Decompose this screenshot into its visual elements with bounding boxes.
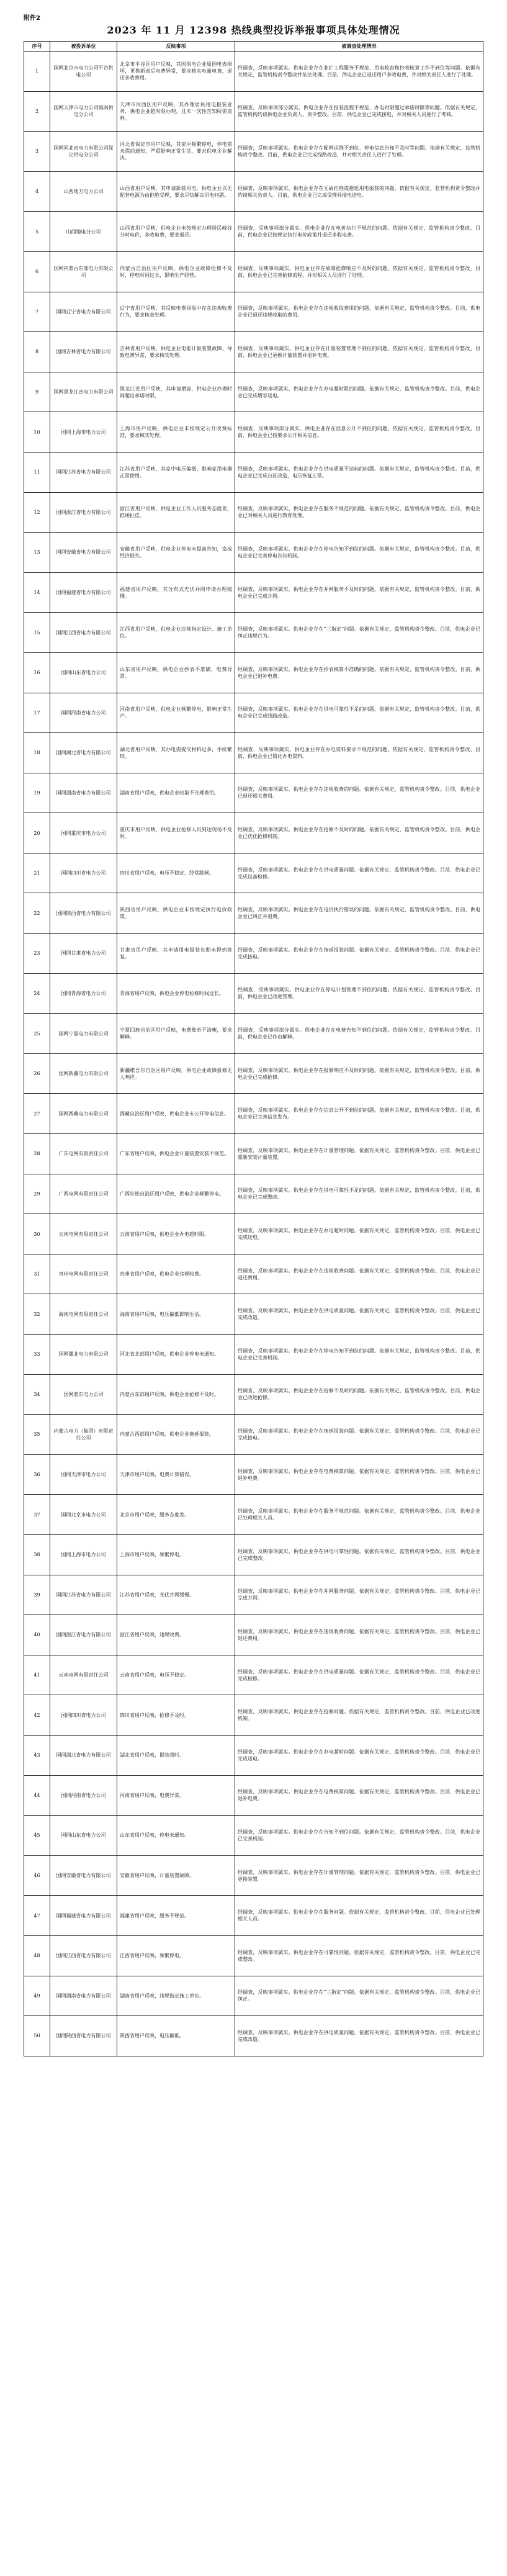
row-issue: 河北省北部用户反映，供电企业停电未通知。: [117, 1335, 235, 1375]
row-issue: 江苏省用户反映，其家中电压偏低，影响家用电器正常使用。: [117, 452, 235, 492]
row-result: 经调查，反映事项属实。供电企业存在违规收费问题。依据有关规定，监管机构责令整改。目前，供电企业已退还费用。: [235, 1615, 483, 1655]
row-number: 26: [24, 1053, 50, 1094]
row-company: 海南电网有限责任公司: [50, 1294, 117, 1335]
row-issue: 河北省保定市用户反映，其家中频繁停电，停电前未提前通知，严重影响正常生活，要求供电企业解决。: [117, 132, 235, 172]
row-company: 贵州电网有限责任公司: [50, 1254, 117, 1294]
row-company: 内蒙古电力（集团）有限责任公司: [50, 1415, 117, 1455]
row-result: 经调查，反映事项属实。供电企业存在无故拒绝或拖延用电报装的问题。依据有关规定，监管机构责令整改并约谈相关负责人。目前，供电企业已完成受理并接电送电。: [235, 171, 483, 212]
table-row: [24, 91, 483, 132]
row-number: 10: [24, 412, 50, 453]
row-number: 48: [24, 1935, 50, 1976]
row-company: 国网江苏省电力有限公司: [50, 452, 117, 492]
row-issue: 福建省用户反映，其分布式光伏并网申请办理缓慢。: [117, 572, 235, 613]
table-row: [24, 1134, 483, 1174]
row-result: 经调查，反映事项属实。供电企业存在故障抢修响应不及时的问题。依据有关规定，监管机构责令整改。目前，供电企业已完善抢修流程，并对相关人员进行了处理。: [235, 251, 483, 292]
row-company: 国网安徽省电力有限公司: [50, 1855, 117, 1896]
row-company: 国网西藏电力有限公司: [50, 1094, 117, 1134]
table-row: [24, 1254, 483, 1294]
table-row: [24, 693, 483, 733]
row-company: 国网安徽省电力有限公司: [50, 533, 117, 573]
row-issue: 内蒙古自治区用户反映，供电企业故障抢修不及时，停电时间过长，影响生产经营。: [117, 251, 235, 292]
row-company: 云南电网有限责任公司: [50, 1214, 117, 1254]
row-company: 国网河北省电力有限公司保定供电分公司: [50, 132, 117, 172]
row-result: 经调查，反映事项属实。供电企业存在电费核算问题。依据有关规定，监管机构责令整改。目前，供电企业已退补电费。: [235, 1454, 483, 1495]
row-number: 5: [24, 212, 50, 252]
row-company: 国网湖南省电力有限公司: [50, 1976, 117, 2016]
row-result: 经调查，反映事项属实。供电企业存在电价执行错误的问题。依据有关规定，监管机构责令整改。目前，供电企业已纠正并退费。: [235, 893, 483, 934]
row-issue: 北京市用户反映，服务态度差。: [117, 1495, 235, 1535]
row-result: 经调查，反映事项部分属实。供电企业存在电价执行不规范的问题。依据有关规定，监管机构责令整改。目前，供电企业已按规定执行电价政策并退还多收电费。: [235, 212, 483, 252]
row-number: 31: [24, 1254, 50, 1294]
table-row: [24, 412, 483, 453]
table-row: [24, 1294, 483, 1335]
table-header-row: [24, 42, 483, 52]
table-row: [24, 893, 483, 934]
row-number: 18: [24, 733, 50, 773]
row-result: 经调查，反映事项属实。供电企业存在办电超时问题。依据有关规定，监管机构责令整改。目前，供电企业已完成送电。: [235, 1735, 483, 1775]
row-issue: 西藏自治区用户反映，供电企业未公开停电信息。: [117, 1094, 235, 1134]
row-number: 24: [24, 973, 50, 1014]
row-result: 经调查，反映事项属实。供电企业存在供电质量问题。依据有关规定，监管机构责令整改。目前，供电企业已完成检修。: [235, 1655, 483, 1695]
row-issue: 湖北省用户反映，其办电需提交材料过多，手续繁琐。: [117, 733, 235, 773]
row-number: 2: [24, 91, 50, 132]
row-number: 3: [24, 132, 50, 172]
row-issue: 福建省用户反映，服务不规范。: [117, 1896, 235, 1936]
row-result: 经调查，反映事项属实。供电企业存在配网运维不到位、停电信息告知不及时等问题。依据有关规定，监管机构责令整改。目前，供电企业已完成线路改造，并对相关责任人进行了处理。: [235, 132, 483, 172]
row-issue: 新疆维吾尔自治区用户反映，供电企业故障报修无人响应。: [117, 1053, 235, 1094]
row-issue: 江西省用户反映，频繁停电。: [117, 1935, 235, 1976]
row-result: 经调查，反映事项属实。供电企业存在停电告知不到位的问题。依据有关规定，监管机构责令整改。目前，供电企业已完善机制。: [235, 1335, 483, 1375]
row-number: 14: [24, 572, 50, 613]
row-result: 经调查，反映事项属实。供电企业存在业扩工程服务不规范、用电检查和抄表核算工作不到位等问题。依据有关规定，监管机构责令整改并依法处理。目前，供电企业已退还用户多收电费，并对相关责任人进行了处理。: [235, 52, 483, 92]
row-issue: 安徽省用户反映，供电企业停电未提前告知，造成经济损失。: [117, 533, 235, 573]
row-issue: 云南省用户反映，供电企业办电超时限。: [117, 1214, 235, 1254]
table-row: [24, 1174, 483, 1214]
table-row: [24, 733, 483, 773]
row-number: 11: [24, 452, 50, 492]
row-company: 广东电网有限责任公司: [50, 1134, 117, 1174]
row-company: 国网青海省电力公司: [50, 973, 117, 1014]
row-number: 29: [24, 1174, 50, 1214]
table-row: [24, 1415, 483, 1455]
row-number: 7: [24, 292, 50, 332]
row-issue: 江西省用户反映，供电企业违规指定设计、施工单位。: [117, 613, 235, 653]
row-issue: 河南省用户反映，电费异常。: [117, 1775, 235, 1816]
row-result: 经调查，反映事项属实。供电企业存在违规收取费用的问题。依据有关规定，监管机构责令整改。目前，供电企业已退还违规收取的费用。: [235, 292, 483, 332]
row-company: 国网浙江省电力有限公司: [50, 1615, 117, 1655]
table-row: [24, 292, 483, 332]
row-result: 经调查，反映事项属实。供电企业存在抢修不及时的问题。依据有关规定，监管机构责令整改。目前，供电企业已改进抢修。: [235, 1374, 483, 1415]
row-company: 山西地电分公司: [50, 212, 117, 252]
row-company: 国网湖南省电力有限公司: [50, 773, 117, 813]
table-row: [24, 212, 483, 252]
row-number: 33: [24, 1335, 50, 1375]
row-company: 国网江西省电力有限公司: [50, 613, 117, 653]
row-number: 43: [24, 1735, 50, 1775]
table-row: [24, 1053, 483, 1094]
row-company: 国网福建省电力有限公司: [50, 1896, 117, 1936]
row-number: 23: [24, 934, 50, 974]
row-result: 经调查，反映事项属实。供电企业存在供电可靠性问题。依据有关规定，监管机构责令整改。目前，供电企业已完成整改。: [235, 1534, 483, 1575]
row-issue: 湖南省用户反映，违规指定施工单位。: [117, 1976, 235, 2016]
table-row: [24, 1695, 483, 1736]
row-issue: 江苏省用户反映，光伏并网缓慢。: [117, 1575, 235, 1615]
table-row: [24, 1094, 483, 1134]
table-row: [24, 372, 483, 412]
row-company: 国网天津市电力公司城南供电分公司: [50, 91, 117, 132]
row-number: 1: [24, 52, 50, 92]
table-row: [24, 652, 483, 693]
row-issue: 浙江省用户反映，违规收费。: [117, 1615, 235, 1655]
row-number: 25: [24, 1014, 50, 1054]
row-number: 32: [24, 1294, 50, 1335]
row-result: 经调查，反映事项属实。供电企业存在抄表核算不准确的问题。依据有关规定，监管机构责令整改。目前，供电企业已退补电费。: [235, 652, 483, 693]
row-result: 经调查，反映事项属实。供电企业存在计量管理问题。依据有关规定，监管机构责令整改。目前，供电企业已重新安装计量装置。: [235, 1134, 483, 1174]
row-issue: 河南省用户反映，供电企业频繁停电，影响正常生产。: [117, 693, 235, 733]
row-issue: 湖南省用户反映，供电企业收取不合理费用。: [117, 773, 235, 813]
row-issue: 青海省用户反映，供电企业停电检修时间过长。: [117, 973, 235, 1014]
table-row: [24, 332, 483, 372]
row-number: 45: [24, 1816, 50, 1856]
row-issue: 安徽省用户反映，计量装置故障。: [117, 1855, 235, 1896]
row-issue: 内蒙古东部用户反映，供电企业抢修不及时。: [117, 1374, 235, 1415]
row-result: 经调查，反映事项属实。供电企业存在供电可靠性不足的问题。依据有关规定，监管机构责令整改。目前，供电企业已完成整改。: [235, 1174, 483, 1214]
row-number: 36: [24, 1454, 50, 1495]
row-number: 44: [24, 1775, 50, 1816]
row-issue: 山西省用户反映，其申请新装用电，供电企业以无配套电源为由拒绝受理，要求尽快解决用电问题。: [117, 171, 235, 212]
row-number: 19: [24, 773, 50, 813]
row-result: 经调查，反映事项属实。供电企业存在报修响应不及时的问题。依据有关规定，监管机构责令整改。目前，供电企业已完成抢修。: [235, 1053, 483, 1094]
row-number: 16: [24, 652, 50, 693]
row-issue: 重庆市用户反映，供电企业抢修人员到达现场不及时。: [117, 813, 235, 853]
row-company: 国网河南省电力公司: [50, 693, 117, 733]
row-company: 山西地方电力公司: [50, 171, 117, 212]
row-issue: 宁夏回族自治区用户反映，电费账单不清晰，要求解释。: [117, 1014, 235, 1054]
row-number: 28: [24, 1134, 50, 1174]
row-number: 30: [24, 1214, 50, 1254]
row-result: 经调查，反映事项属实。供电企业存在服务不规范的问题。依据有关规定，监管机构责令整改。目前，供电企业已对相关人员进行教育处理。: [235, 492, 483, 533]
header-no: 序号: [24, 42, 50, 52]
row-company: 国网吉林省电力有限公司: [50, 332, 117, 372]
row-issue: 内蒙古西部用户反映，供电企业拖延报装。: [117, 1415, 235, 1455]
row-number: 9: [24, 372, 50, 412]
row-result: 经调查，反映事项属实。供电企业存在电费核算问题。依据有关规定，监管机构责令整改。目前，供电企业已退补电费。: [235, 1775, 483, 1816]
row-result: 经调查，反映事项属实。供电企业存在计量管理问题。依据有关规定，监管机构责令整改。目前，供电企业已更换装置。: [235, 1855, 483, 1896]
row-result: 经调查，反映事项属实。供电企业存在告知不到位问题。依据有关规定，监管机构责令整改。目前，供电企业已完善机制。: [235, 1816, 483, 1856]
row-issue: 北京市平谷区用户反映，其因供电企业原因电表损坏，更换新表后电费异常，要求核实电量电费，退还多收费用。: [117, 52, 235, 92]
row-result: 经调查，反映事项属实。供电企业存在拖延报装问题。依据有关规定，监管机构责令整改。目前，供电企业已完成接电。: [235, 1415, 483, 1455]
row-company: 云南电网有限责任公司: [50, 1655, 117, 1695]
row-result: 经调查，反映事项属实。供电企业存在服务不规范问题。依据有关规定，监管机构责令整改。目前，供电企业已处理相关人员。: [235, 1495, 483, 1535]
row-number: 6: [24, 251, 50, 292]
complaint-table: [24, 41, 483, 2056]
row-issue: 辽宁省用户反映，其反映电费回收中存在违规收费行为，要求核查处理。: [117, 292, 235, 332]
table-row: [24, 1014, 483, 1054]
row-result: 经调查，反映事项属实。供电企业存在拖延报装问题。依据有关规定，监管机构责令整改。目前，供电企业已完成接电。: [235, 934, 483, 974]
table-row: [24, 2016, 483, 2056]
row-company: 国网宁夏电力有限公司: [50, 1014, 117, 1054]
row-result: 经调查，反映事项属实。供电企业存在信息公开不到位的问题。依据有关规定，监管机构责令整改。目前，供电企业已完善信息发布。: [235, 1094, 483, 1134]
row-issue: 上海市用户反映，供电企业未按规定公开收费标准，要求核实处理。: [117, 412, 235, 453]
row-result: 经调查，反映事项属实。供电企业存在抢修问题。依据有关规定，监管机构责令整改。目前，供电企业已改进机制。: [235, 1695, 483, 1736]
table-row: [24, 132, 483, 172]
row-issue: 陕西省用户反映，供电企业未按规定执行电价政策。: [117, 893, 235, 934]
row-number: 34: [24, 1374, 50, 1415]
row-company: 国网浙江省电力有限公司: [50, 492, 117, 533]
row-company: 国网新疆电力有限公司: [50, 1053, 117, 1094]
row-issue: 吉林省用户反映，供电企业电能计量装置故障，导致电费异常，要求核实处理。: [117, 332, 235, 372]
row-result: 经调查，反映事项部分属实。供电企业存在电费告知不到位的问题。依据有关规定，监管机构责令整改。目前，供电企业已作出解释。: [235, 1014, 483, 1054]
row-company: 国网辽宁省电力有限公司: [50, 292, 117, 332]
row-number: 40: [24, 1615, 50, 1655]
row-issue: 甘肃省用户反映，其申请用电报装长期未得到答复。: [117, 934, 235, 974]
row-result: 经调查，反映事项属实。供电企业存在供电可靠性不足的问题。依据有关规定，监管机构责令整改。目前，供电企业已完成线路改造。: [235, 693, 483, 733]
row-company: 国网甘肃省电力公司: [50, 934, 117, 974]
table-row: [24, 1855, 483, 1896]
row-company: 国网上海市电力公司: [50, 1534, 117, 1575]
row-result: 经调查，反映事项属实。供电企业存在“三指定”问题。依据有关规定，监管机构责令整改。目前，供电企业已纠正违规行为。: [235, 613, 483, 653]
row-number: 22: [24, 893, 50, 934]
row-number: 37: [24, 1495, 50, 1535]
table-row: [24, 452, 483, 492]
row-company: 国网陕西省电力有限公司: [50, 893, 117, 934]
row-company: 国网上海市电力公司: [50, 412, 117, 453]
row-number: 17: [24, 693, 50, 733]
row-issue: 山西省用户反映，供电企业未按规定办理居民峰谷分时电价，多收电费，要求退还。: [117, 212, 235, 252]
row-issue: 天津市河西区用户反映，其办理居民用电报装业务，供电企业超时限办理，且未一次性告知所需资料。: [117, 91, 235, 132]
row-issue: 浙江省用户反映，供电企业工作人员服务态度差，推诿扯皮。: [117, 492, 235, 533]
table-row: [24, 1896, 483, 1936]
table-row: [24, 1454, 483, 1495]
row-issue: 黑龙江省用户反映，其申请增容，供电企业办理时间超出承诺时限。: [117, 372, 235, 412]
table-row: [24, 251, 483, 292]
row-company: 国网内蒙古东部电力有限公司: [50, 251, 117, 292]
row-issue: 贵州省用户反映，供电企业违规收费。: [117, 1254, 235, 1294]
table-row: [24, 934, 483, 974]
table-row: [24, 613, 483, 653]
row-result: 经调查，反映事项属实。供电企业存在办电超时问题。依据有关规定，监管机构责令整改。目前，供电企业已完成送电。: [235, 1214, 483, 1254]
table-row: [24, 52, 483, 92]
table-row: [24, 773, 483, 813]
header-issue: 反映事项: [117, 42, 235, 52]
row-number: 38: [24, 1534, 50, 1575]
row-number: 41: [24, 1655, 50, 1695]
row-result: 经调查，反映事项属实。供电企业存在违规收费的问题。依据有关规定，监管机构责令整改。目前，供电企业已退还相关费用。: [235, 773, 483, 813]
row-issue: 陕西省用户反映，电压偏低。: [117, 2016, 235, 2056]
table-row: [24, 1935, 483, 1976]
row-result: 经调查，反映事项属实。供电企业存在供电质量问题。依据有关规定，监管机构责令整改。目前，供电企业已完成改造。: [235, 2016, 483, 2056]
row-company: 国网蒙东电力公司: [50, 1374, 117, 1415]
row-company: 国网河南省电力公司: [50, 1775, 117, 1816]
row-result: 经调查，反映事项属实。供电企业存在停电告知不到位的问题。依据有关规定，监管机构责令整改。目前，供电企业已完善停电告知机制。: [235, 533, 483, 573]
table-row: [24, 1335, 483, 1375]
attachment-label: 附件2: [24, 15, 40, 22]
row-result: 经调查，反映事项属实。供电企业存在办电资料要求不规范的问题。依据有关规定，监管机构责令整改。目前，供电企业已简化办电资料。: [235, 733, 483, 773]
row-company: 国网黑龙江省电力有限公司: [50, 372, 117, 412]
row-result: 经调查，反映事项属实。供电企业存在服务问题。依据有关规定，监管机构责令整改。目前，供电企业已处理相关人员。: [235, 1896, 483, 1936]
row-result: 经调查，反映事项属实。供电企业存在抢修不及时的问题。依据有关规定，监管机构责令整改。目前，供电企业已优化抢修机制。: [235, 813, 483, 853]
table-row: [24, 1575, 483, 1615]
row-number: 50: [24, 2016, 50, 2056]
page-title: 2023 年 11 月 12398 热线典型投诉举报事项具体处理情况: [107, 24, 400, 36]
row-number: 21: [24, 853, 50, 893]
row-result: 经调查，反映事项属实。供电企业存在并网服务问题。依据有关规定，监管机构责令整改。目前，供电企业已完成并网。: [235, 1575, 483, 1615]
row-company: 国网四川省电力公司: [50, 1695, 117, 1736]
row-company: 广西电网有限责任公司: [50, 1174, 117, 1214]
row-number: 15: [24, 613, 50, 653]
row-result: 经调查，反映事项属实。供电企业存在并网服务不及时的问题。依据有关规定，监管机构责令整改。目前，供电企业已完成并网。: [235, 572, 483, 613]
table-row: [24, 1615, 483, 1655]
row-result: 经调查，反映事项部分属实。供电企业存在报装流程不规范、办电时限超过承诺时限等问题。依据有关规定，监管机构约谈供电企业负责人，责令整改。目前，供电企业已完成接电，并对相关人员进行了考核。: [235, 91, 483, 132]
table-row: [24, 492, 483, 533]
row-issue: 四川省用户反映，电压不稳定，经常跳闸。: [117, 853, 235, 893]
row-company: 国网山东省电力公司: [50, 1816, 117, 1856]
row-issue: 山东省用户反映，停电未通知。: [117, 1816, 235, 1856]
table-row: [24, 1976, 483, 2016]
row-number: 20: [24, 813, 50, 853]
row-result: 经调查，反映事项属实。供电企业存在违规收费问题。依据有关规定，监管机构责令整改。目前，供电企业已退还费用。: [235, 1254, 483, 1294]
row-company: 国网冀北电力有限公司: [50, 1335, 117, 1375]
table-row: [24, 533, 483, 573]
table-row: [24, 973, 483, 1014]
row-result: 经调查，反映事项属实。供电企业存在可靠性问题。依据有关规定，监管机构责令整改。目前，供电企业已完成整改。: [235, 1935, 483, 1976]
row-company: 国网福建省电力有限公司: [50, 572, 117, 613]
row-number: 39: [24, 1575, 50, 1615]
header-result: 被调查处理情况: [235, 42, 483, 52]
row-issue: 海南省用户反映，电压偏低影响生活。: [117, 1294, 235, 1335]
header-company: 被投诉单位: [50, 42, 117, 52]
row-company: 国网湖北省电力有限公司: [50, 1735, 117, 1775]
table-row: [24, 1775, 483, 1816]
table-row: [24, 572, 483, 613]
row-company: 国网北京市电力公司平谷供电公司: [50, 52, 117, 92]
row-result: 经调查，反映事项属实。供电企业存在供电质量不达标的问题。依据有关规定，监管机构责令整改。目前，供电企业已完成台区改造，电压恢复正常。: [235, 452, 483, 492]
row-result: 经调查，反映事项属实。供电企业存在“三指定”问题。依据有关规定，监管机构责令整改。目前，供电企业已纠正。: [235, 1976, 483, 2016]
row-company: 国网天津市电力公司: [50, 1454, 117, 1495]
table-row: [24, 171, 483, 212]
table-row: [24, 1214, 483, 1254]
table-row: [24, 1374, 483, 1415]
row-number: 46: [24, 1855, 50, 1896]
table-row: [24, 1495, 483, 1535]
table-row: [24, 1655, 483, 1695]
row-number: 4: [24, 171, 50, 212]
row-issue: 湖北省用户反映，报装超时。: [117, 1735, 235, 1775]
row-company: 国网湖北省电力有限公司: [50, 733, 117, 773]
row-company: 国网陕西省电力有限公司: [50, 2016, 117, 2056]
table-row: [24, 1735, 483, 1775]
row-result: 经调查，反映事项属实。供电企业存在供电质量问题。依据有关规定，监管机构责令整改。目前，供电企业已完成改造。: [235, 1294, 483, 1335]
row-number: 27: [24, 1094, 50, 1134]
row-number: 12: [24, 492, 50, 533]
row-issue: 山东省用户反映，供电企业抄表不准确，电费异常。: [117, 652, 235, 693]
row-result: 经调查，反映事项属实。供电企业存在计量装置管理不到位的问题。依据有关规定，监管机构责令整改。目前，供电企业已更换计量装置并退补电费。: [235, 332, 483, 372]
row-issue: 云南省用户反映，电压不稳定。: [117, 1655, 235, 1695]
row-company: 国网北京市电力公司: [50, 1495, 117, 1535]
table-body: [24, 52, 483, 2056]
row-number: 47: [24, 1896, 50, 1936]
row-number: 42: [24, 1695, 50, 1736]
row-number: 13: [24, 533, 50, 573]
row-result: 经调查，反映事项部分属实。供电企业存在信息公开不到位的问题。依据有关规定，监管机构责令整改。目前，供电企业已按要求公开相关信息。: [235, 412, 483, 453]
row-issue: 天津市用户反映，电费计算错误。: [117, 1454, 235, 1495]
row-company: 国网重庆市电力公司: [50, 813, 117, 853]
row-number: 8: [24, 332, 50, 372]
row-result: 经调查，反映事项属实。供电企业存在停电计划管理不到位的问题。依据有关规定，监管机构责令整改。目前，供电企业已改进管理。: [235, 973, 483, 1014]
row-issue: 广西壮族自治区用户反映，供电企业频繁停电。: [117, 1174, 235, 1214]
table-row: [24, 813, 483, 853]
table-row: [24, 1534, 483, 1575]
row-company: 国网四川省电力公司: [50, 853, 117, 893]
row-company: 国网江西省电力有限公司: [50, 1935, 117, 1976]
row-issue: 四川省用户反映，抢修不及时。: [117, 1695, 235, 1736]
table-row: [24, 1816, 483, 1856]
row-result: 经调查，反映事项属实。供电企业存在供电质量问题。依据有关规定，监管机构责令整改。目前，供电企业已完成设备检修。: [235, 853, 483, 893]
table-row: [24, 853, 483, 893]
row-number: 35: [24, 1415, 50, 1455]
row-issue: 广东省用户反映，供电企业计量装置安装不规范。: [117, 1134, 235, 1174]
row-company: 国网山东省电力公司: [50, 652, 117, 693]
row-company: 国网江苏省电力有限公司: [50, 1575, 117, 1615]
row-result: 经调查，反映事项属实。供电企业存在办电超时限的问题。依据有关规定，监管机构责令整改。目前，供电企业已完成增容送电。: [235, 372, 483, 412]
row-number: 49: [24, 1976, 50, 2016]
row-issue: 上海市用户反映，频繁停电。: [117, 1534, 235, 1575]
